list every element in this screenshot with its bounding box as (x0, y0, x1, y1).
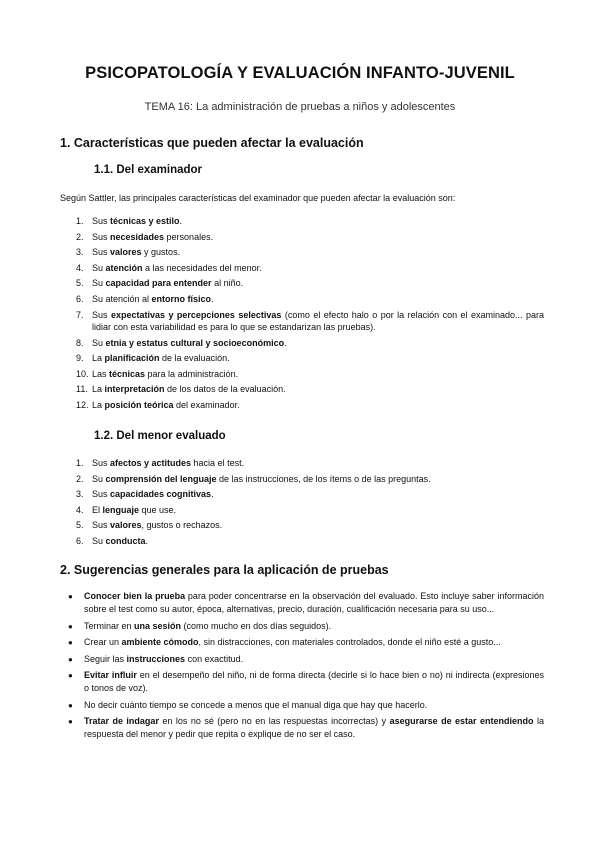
list-item-text: del examinador. (173, 400, 240, 411)
list-item-text: La (92, 384, 105, 395)
list-item-number: 6. (76, 293, 84, 304)
suggestion-emphasis: instrucciones (126, 653, 186, 664)
list-item-text: Su (92, 262, 106, 273)
list-item-number: 1. (76, 216, 84, 226)
list-item-text: . (145, 535, 149, 546)
list-item-text: . (211, 293, 214, 304)
suggestion-text: con exactitud. (185, 653, 244, 664)
list-item-text: Sus (92, 458, 111, 468)
list-item-text: de la evaluación. (159, 353, 230, 364)
list-item-text: . (211, 489, 214, 500)
list-item-number: 12. (76, 400, 89, 411)
suggestion-text: en el desempeño del niño, ni de forma directa (decirle si lo hace bien o no) ni indirecta (expresiones o tonos de voz). (84, 670, 544, 693)
list-item-emphasis: entorno físico (151, 293, 212, 304)
list-item-number: 4. (76, 504, 84, 515)
suggestion-item (60, 636, 544, 649)
section-2-heading: 2. Sugerencias generales para la aplicación de pruebas (60, 563, 389, 577)
list-item-text: a las necesidades del menor. (142, 262, 262, 273)
list-item-emphasis: interpretación (104, 384, 165, 395)
bullet-icon: ● (68, 621, 73, 631)
section-1-heading: 1. Características que pueden afectar la evaluación (60, 136, 364, 150)
bullet-icon: ● (68, 638, 73, 647)
child-characteristic-item (60, 457, 544, 470)
bullet-icon: ● (68, 654, 73, 664)
suggestion-text: la respuesta del menor y pedir que repita o explique de no ser el caso. (84, 716, 544, 739)
list-item-text: y gustos. (141, 247, 181, 258)
suggestion-item (60, 653, 544, 666)
list-item-emphasis: capacidad para entender (105, 278, 212, 289)
list-item-number: 11. (76, 384, 88, 395)
suggestion-text: No decir cuánto tiempo se concede a menos que el manual diga que hay que hacerlo. (84, 699, 428, 710)
list-item-text: La (92, 400, 105, 411)
list-item-text: Su (92, 535, 106, 546)
list-item-emphasis: lenguaje (102, 504, 140, 515)
suggestion-emphasis: una sesión (134, 620, 182, 631)
examiner-characteristics-list (60, 215, 544, 415)
list-item-text: La (92, 353, 105, 364)
examiner-characteristic-item (60, 246, 544, 259)
list-item-emphasis: etnia y estatus cultural y socioeconómico (105, 337, 285, 348)
list-item-text: Su atención al (92, 293, 152, 304)
list-item-number: 7. (76, 309, 84, 320)
list-item-text: al niño. (211, 278, 244, 289)
subsection-1-1-intro: Según Sattler, las principales características del examinador que pueden afectar la evaluación son: (60, 193, 456, 203)
examiner-characteristic-item (60, 309, 544, 334)
list-item-emphasis: atención (105, 262, 143, 273)
document-subtitle: TEMA 16: La administración de pruebas a niños y adolescentes (144, 101, 456, 113)
examiner-characteristic-item (60, 215, 544, 228)
list-item-emphasis: necesidades (110, 231, 165, 242)
suggestion-text: Crear un (84, 637, 122, 647)
list-item-text: Su (92, 473, 106, 484)
examiner-characteristic-item (60, 293, 544, 306)
examiner-characteristic-item (60, 231, 544, 244)
list-item-number: 8. (76, 337, 84, 348)
list-item-text: Las (92, 368, 110, 379)
list-item-number: 9. (76, 353, 84, 364)
bullet-icon: ● (68, 700, 73, 710)
list-item-text: El (92, 504, 103, 515)
list-item-text: Sus (92, 247, 111, 258)
examiner-characteristic-item (60, 337, 544, 350)
list-item-text: de los datos de la evaluación. (164, 384, 286, 395)
list-item-emphasis: conducta (105, 535, 146, 546)
list-item-number: 6. (76, 535, 84, 546)
list-item-text: Sus (92, 231, 111, 242)
list-item-text: Su (92, 337, 106, 348)
list-item-number: 3. (76, 247, 84, 258)
list-item-emphasis: comprensión del lenguaje (105, 473, 217, 484)
list-item-emphasis: posición teórica (104, 400, 174, 411)
suggestion-item (60, 699, 544, 712)
list-item-text: hacia el test. (191, 458, 245, 468)
child-characteristic-item (60, 519, 544, 532)
list-item-number: 2. (76, 231, 84, 242)
child-characteristic-item (60, 535, 544, 548)
suggestion-emphasis: Conocer bien la prueba (84, 591, 186, 601)
suggestions-list (60, 590, 544, 745)
list-item-emphasis: capacidades cognitivas (110, 489, 212, 500)
suggestion-text: (como mucho en dos días seguidos). (181, 620, 332, 631)
bullet-icon: ● (68, 671, 73, 680)
child-characteristic-item (60, 473, 544, 486)
suggestion-emphasis: asegurarse de estar entendiendo (389, 716, 534, 726)
child-characteristic-item (60, 504, 544, 517)
list-item-number: 4. (76, 262, 84, 273)
examiner-characteristic-item (60, 383, 544, 396)
list-item-emphasis: técnicas y estilo (110, 216, 180, 226)
suggestion-item (60, 715, 544, 741)
list-item-text: que use. (139, 504, 177, 515)
list-item-number: 10. (76, 368, 89, 379)
list-item-number: 5. (76, 520, 84, 531)
examiner-characteristic-item (60, 399, 544, 412)
examiner-characteristic-item (60, 352, 544, 365)
suggestion-emphasis: Tratar de indagar (84, 716, 159, 726)
suggestion-item (60, 620, 544, 633)
list-item-text: Sus (92, 520, 111, 531)
list-item-emphasis: afectos y actitudes (110, 458, 192, 468)
list-item-emphasis: valores (110, 247, 142, 258)
list-item-text: Sus (92, 309, 111, 320)
list-item-text: Sus (92, 216, 111, 226)
list-item-text: de las instrucciones, de los ítems o de las preguntas. (216, 473, 431, 484)
list-item-text: (como el efecto halo o por la relación con el examinado... para lidiar con esta variabilidad es para lo que se estandarizan las pruebas). (92, 309, 544, 333)
suggestion-emphasis: ambiente cómodo (121, 637, 199, 647)
examiner-characteristic-item (60, 262, 544, 275)
suggestion-emphasis: Evitar influir (84, 670, 137, 680)
list-item-number: 3. (76, 489, 84, 500)
list-item-emphasis: planificación (104, 353, 160, 364)
document-title: PSICOPATOLOGÍA Y EVALUACIÓN INFANTO-JUVENIL (85, 64, 515, 82)
suggestion-text: , sin distracciones, con materiales controlados, donde el niño esté a gusto... (198, 637, 501, 647)
list-item-text: . (284, 337, 287, 348)
list-item-emphasis: técnicas (109, 368, 146, 379)
bullet-icon: ● (68, 592, 73, 601)
list-item-emphasis: valores (110, 520, 142, 531)
list-item-text: Sus (92, 489, 111, 500)
suggestion-text: para poder concentrarse en la observación del evaluado. Esto incluye saber información sobre el test como su autor, época, alternativas, precio, duración, cualificación necesaria para su uso... (84, 591, 544, 614)
list-item-number: 2. (76, 473, 84, 484)
examiner-characteristic-item (60, 368, 544, 381)
suggestion-text: en los no sé (pero no en las respuestas incorrectas) y (158, 716, 390, 726)
suggestion-text: Terminar en (84, 620, 135, 631)
child-characteristic-item (60, 488, 544, 501)
suggestion-item (60, 590, 544, 616)
child-characteristics-list (60, 457, 544, 551)
list-item-emphasis: expectativas y percepciones selectivas (110, 309, 282, 320)
suggestion-item (60, 669, 544, 695)
examiner-characteristic-item (60, 277, 544, 290)
subsection-1-2-heading: 1.2. Del menor evaluado (94, 430, 226, 442)
bullet-icon: ● (68, 717, 73, 726)
list-item-text: personales. (164, 231, 214, 242)
list-item-text: para la administración. (145, 368, 239, 379)
list-item-text: , gustos o rechazos. (141, 520, 223, 531)
subsection-1-1-heading: 1.1. Del examinador (94, 164, 203, 176)
list-item-text: . (179, 216, 183, 226)
list-item-text: Su (92, 278, 106, 289)
list-item-number: 5. (76, 278, 84, 289)
list-item-number: 1. (76, 458, 84, 468)
suggestion-text: Seguir las (84, 653, 127, 664)
